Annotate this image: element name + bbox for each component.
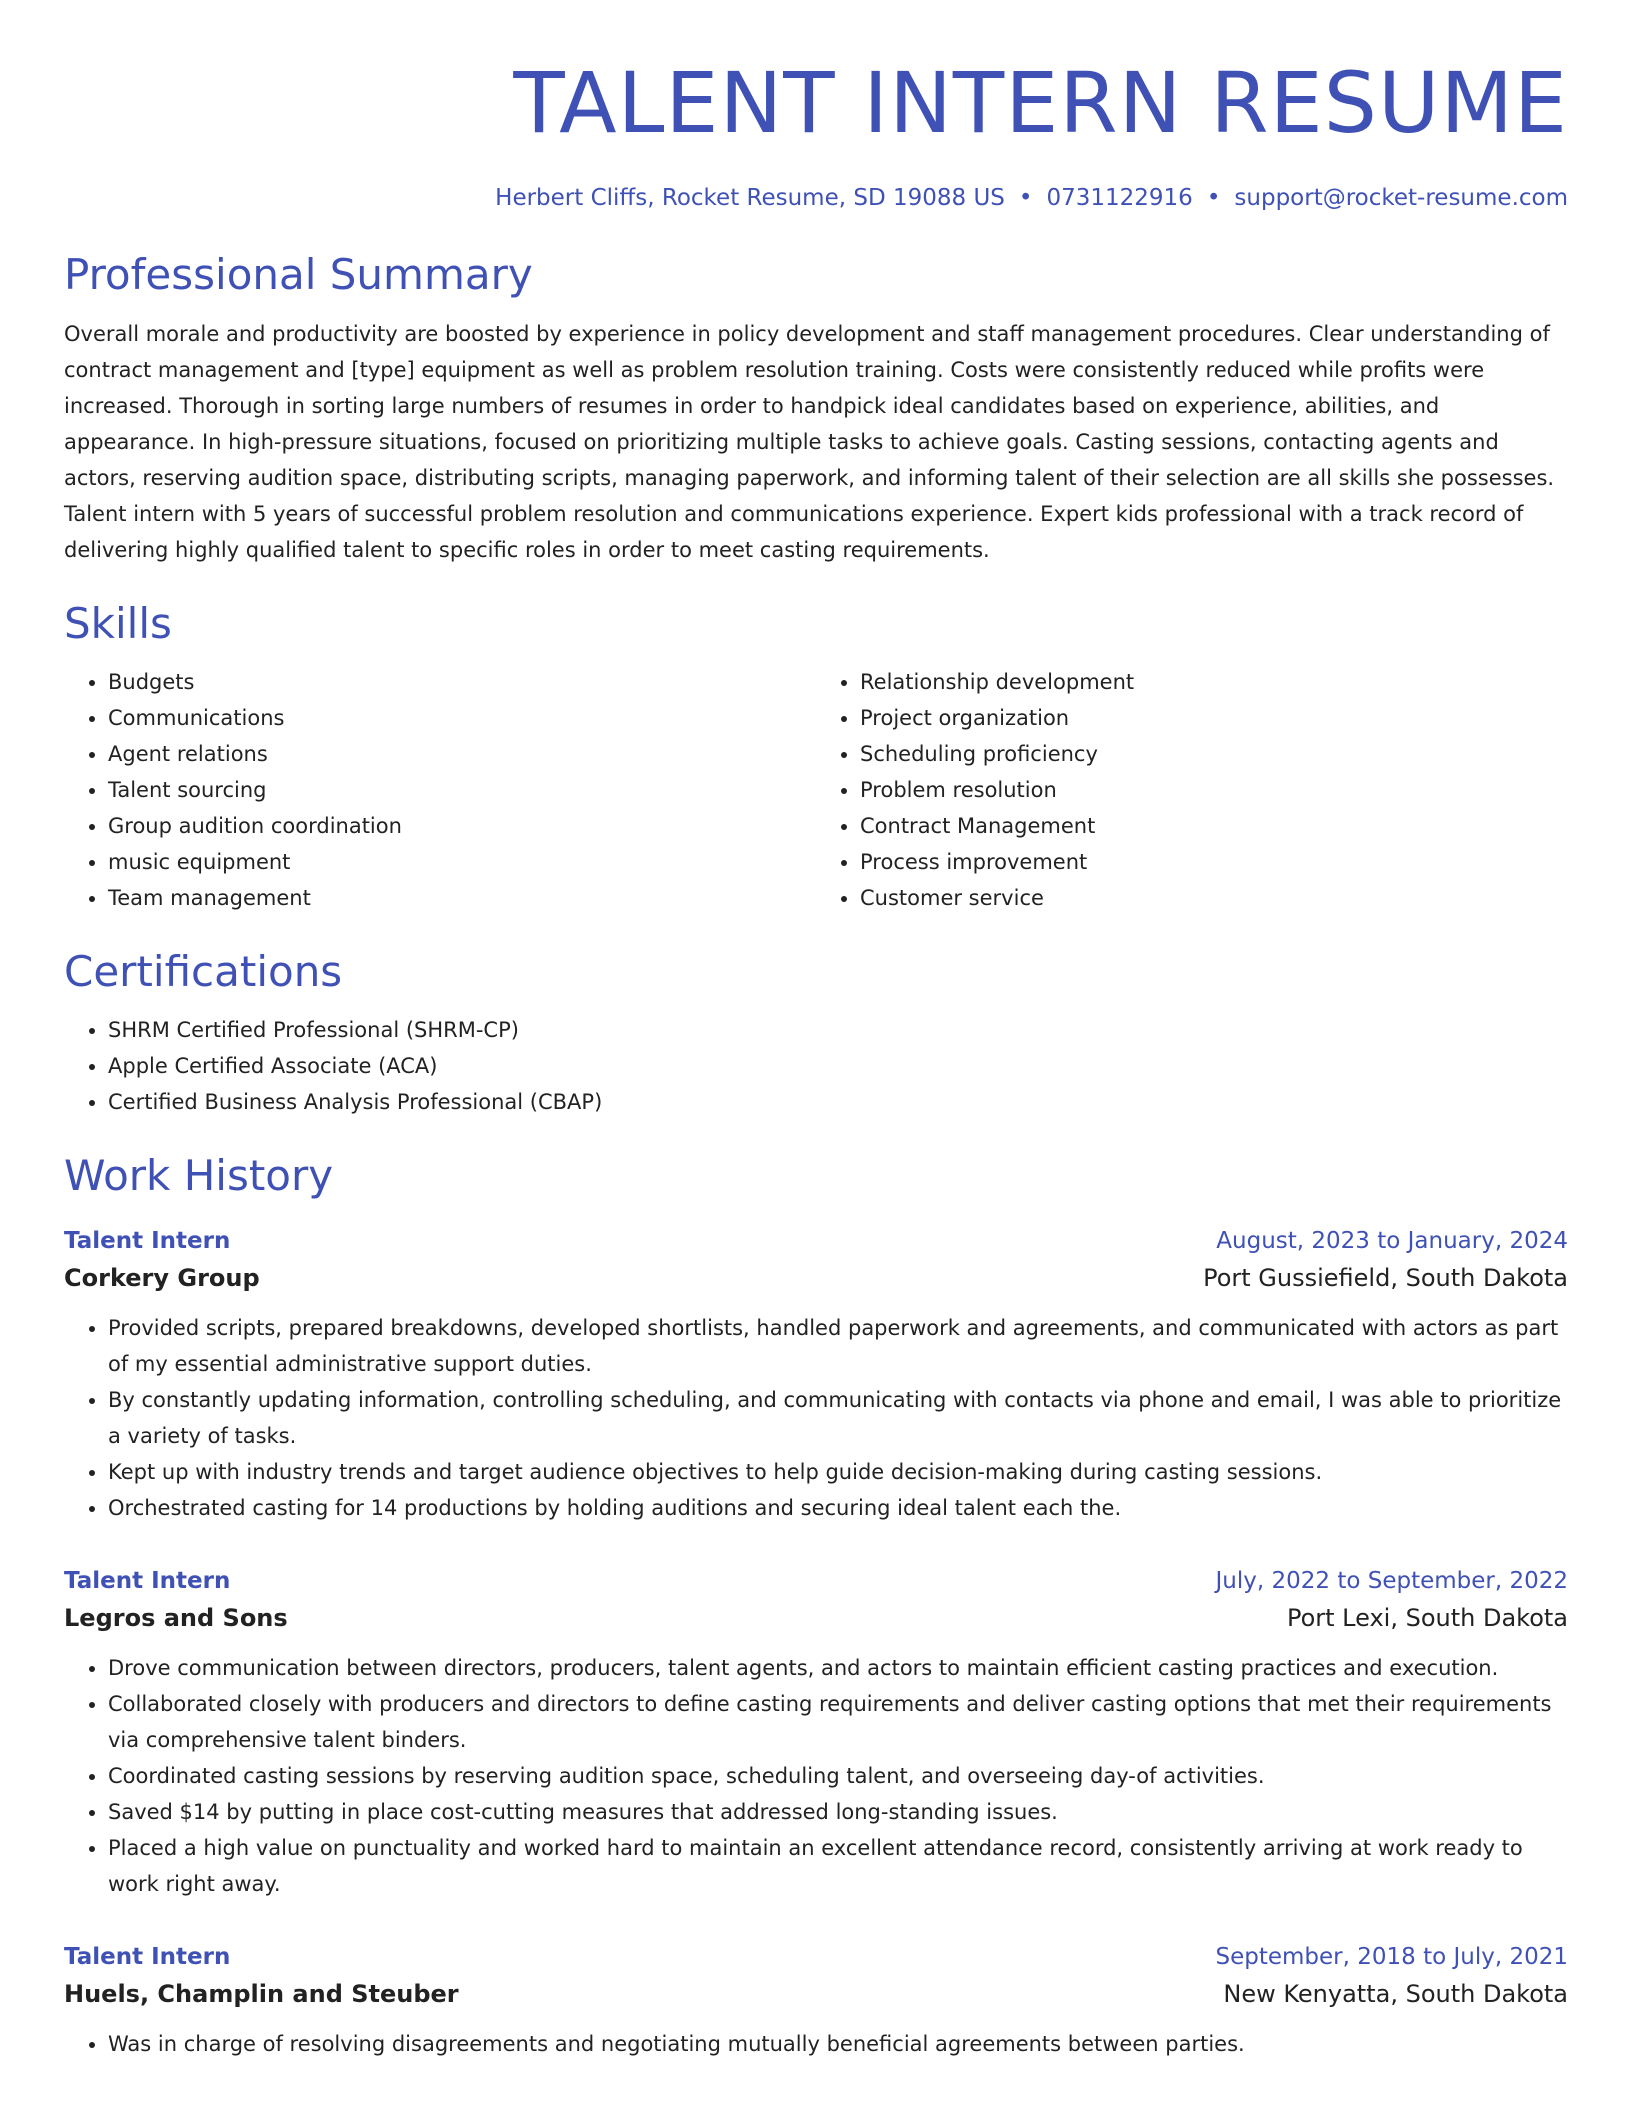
contact-line [64, 183, 1568, 213]
job-entry [64, 1564, 1568, 1902]
contact-phone: 0731122916 [1046, 185, 1193, 211]
job-dates: September, 2018 to July, 2021 [1215, 1944, 1568, 1970]
skill-item: • Project organization [860, 700, 1568, 736]
job-entry [64, 1224, 1568, 1526]
contact-separator: • [1206, 185, 1221, 211]
job-bullet: • Provided scripts, prepared breakdowns, developed shortlists, handled paperwork and agreements, and communicated with actors as part of my essential administrative support duties. [108, 1310, 1568, 1382]
job-company: Legros and Sons [64, 1604, 288, 1632]
skill-item: • Customer service [860, 880, 1568, 916]
skill-item: • Contract Management [860, 808, 1568, 844]
contact-address: Herbert Cliffs, Rocket Resume, SD 19088 US [495, 185, 1005, 211]
job-bullet: • Coordinated casting sessions by reserving audition space, scheduling talent, and overseeing day-of activities. [108, 1758, 1568, 1794]
job-bullet: • Was in charge of resolving disagreements and negotiating mutually beneficial agreements between parties. [108, 2026, 1568, 2062]
job-location: Port Gussiefield, South Dakota [1203, 1264, 1568, 1292]
certifications-list [64, 1012, 1568, 1120]
job-location: New Kenyatta, South Dakota [1223, 1980, 1568, 2008]
job-bullets [64, 2026, 1568, 2062]
skill-item: • Relationship development [860, 664, 1568, 700]
job-bullet: • Orchestrated casting for 14 productions by holding auditions and securing ideal talent each the. [108, 1490, 1568, 1526]
skill-item: • Problem resolution [860, 772, 1568, 808]
page-title: TALENT INTERN RESUME [513, 54, 1568, 152]
contact-email[interactable]: support@rocket-resume.com [1234, 185, 1568, 211]
job-bullet: • Placed a high value on punctuality and worked hard to maintain an excellent attendance record, consistently arriving at work ready to work right away. [108, 1830, 1568, 1902]
job-dates: July, 2022 to September, 2022 [1215, 1568, 1568, 1594]
job-bullets [64, 1310, 1568, 1526]
job-company: Huels, Champlin and Steuber [64, 1980, 459, 2008]
skills-heading: Skills [64, 599, 172, 648]
summary-section [64, 249, 1568, 568]
job-bullets [64, 1650, 1568, 1902]
job-title: Talent Intern [64, 1944, 231, 1970]
job-bullet: • Drove communication between directors, producers, talent agents, and actors to maintain efficient casting practices and execution. [108, 1650, 1568, 1686]
certification-item: • Apple Certified Associate (ACA) [108, 1048, 1568, 1084]
job-dates: August, 2023 to January, 2024 [1216, 1228, 1568, 1254]
job-entry [64, 1940, 1568, 2062]
skill-item: • Communications [108, 700, 816, 736]
skill-item: • Scheduling proficiency [860, 736, 1568, 772]
work-history-heading: Work History [64, 1151, 334, 1200]
skills-columns [64, 664, 1568, 916]
job-bullet: • Saved $14 by putting in place cost-cutting measures that addressed long-standing issues. [108, 1794, 1568, 1830]
certification-item: • SHRM Certified Professional (SHRM-CP) [108, 1012, 1568, 1048]
job-location: Port Lexi, South Dakota [1286, 1604, 1568, 1632]
summary-heading: Professional Summary [64, 250, 533, 299]
skills-left-list [64, 664, 816, 916]
skills-right-list [816, 664, 1568, 916]
job-bullet: • Kept up with industry trends and target audience objectives to help guide decision-making during casting sessions. [108, 1454, 1568, 1490]
contact-separator: • [1018, 185, 1033, 211]
job-title: Talent Intern [64, 1568, 231, 1594]
skill-item: • Team management [108, 880, 816, 916]
job-company: Corkery Group [64, 1264, 260, 1292]
work-history-section [64, 1150, 1568, 2062]
skill-item: • music equipment [108, 844, 816, 880]
job-title: Talent Intern [64, 1228, 231, 1254]
skill-item: • Budgets [108, 664, 816, 700]
skill-item: • Group audition coordination [108, 808, 816, 844]
skills-section [64, 598, 1568, 916]
skill-item: • Process improvement [860, 844, 1568, 880]
summary-text: Overall morale and productivity are boosted by experience in policy development and staff management procedures. Clear understanding of contract management and [type] equipment as well as problem resolution training. Costs were consistently reduced while profits were increased. Thorough in sorting large numbers of resumes in order to handpick ideal candidates based on experience, abilities, and appearance. In high-pressure situations, focused on prioritizing multiple tasks to achieve goals. Casting sessions, contacting agents and actors, reserving audition space, distributing scripts, managing paperwork, and informing talent of their selection are all skills she possesses. Talent intern with 5 years of successful problem resolution and communications experience. Expert kids professional with a track record of delivering highly qualified talent to specific roles in order to meet casting requirements. [64, 322, 1555, 562]
certification-item: • Certified Business Analysis Professional (CBAP) [108, 1084, 1568, 1120]
job-bullet: • Collaborated closely with producers and directors to define casting requirements and deliver casting options that met their requirements via comprehensive talent binders. [108, 1686, 1568, 1758]
certifications-heading: Certifications [64, 947, 343, 996]
skill-item: • Agent relations [108, 736, 816, 772]
skill-item: • Talent sourcing [108, 772, 816, 808]
certifications-section [64, 946, 1568, 1120]
job-bullet: • By constantly updating information, controlling scheduling, and communicating with contacts via phone and email, I was able to prioritize a variety of tasks. [108, 1382, 1568, 1454]
